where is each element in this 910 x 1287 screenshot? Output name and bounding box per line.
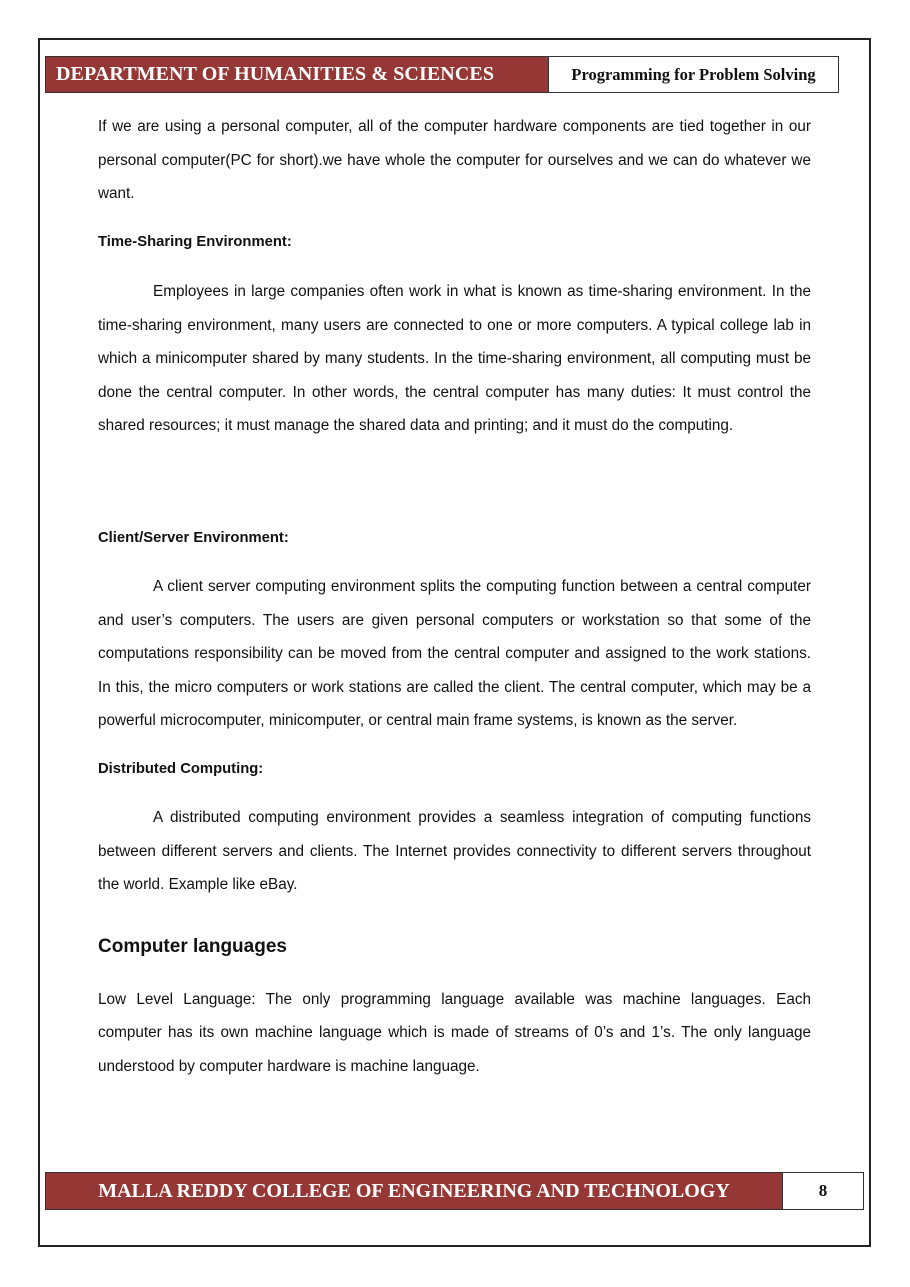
page-header (45, 56, 839, 93)
time-sharing-paragraph: Employees in large companies often work in what is known as time-sharing environment. In the time-sharing environment, many users are connected to one or more computers. A typical college lab in which a minicomputer shared by many students. In the time-sharing environment, all computing must be done the central computer. In other words, the central computer has many duties: It must control the shared resources; it must manage the shared data and printing; and it must do the computing. (98, 283, 811, 434)
distributed-paragraph: A distributed computing environment provides a seamless integration of computing functions between different servers and clients. The Internet provides connectivity to different servers throughout the world. Example like eBay. (98, 809, 811, 893)
computer-languages-paragraph: Low Level Language: The only programming language available was machine languages. Each computer has its own machine language which is made of streams of 0’s and 1’s. The only language understood by computer hardware is machine language. (98, 990, 811, 1075)
department-title: DEPARTMENT OF HUMANITIES & SCIENCES (46, 57, 548, 92)
time-sharing-heading: Time-Sharing Environment: (98, 233, 292, 250)
distributed-heading: Distributed Computing: (98, 760, 264, 777)
intro-paragraph: If we are using a personal computer, all of the computer hardware components are tied together in our personal computer(PC for short).we have whole the computer for ourselves and we can do whatever we want. (98, 118, 811, 202)
client-server-paragraph: A client server computing environment splits the computing function between a central computer and user’s computers. The users are given personal computers or workstation so that some of the computations responsibility can be moved from the central computer and assigned to the work stations. In this, the micro computers or work stations are called the client. The central computer, which may be a powerful microcomputer, minicomputer, or central main frame systems, is known as the server. (98, 578, 811, 729)
course-title: Programming for Problem Solving (548, 57, 838, 92)
page-number: 8 (782, 1173, 863, 1209)
computer-languages-heading: Computer languages (98, 935, 287, 957)
college-name: MALLA REDDY COLLEGE OF ENGINEERING AND TECHNOLOGY (46, 1173, 782, 1209)
client-server-heading: Client/Server Environment: (98, 529, 289, 546)
page-footer (45, 1172, 864, 1210)
document-body (98, 110, 811, 1083)
